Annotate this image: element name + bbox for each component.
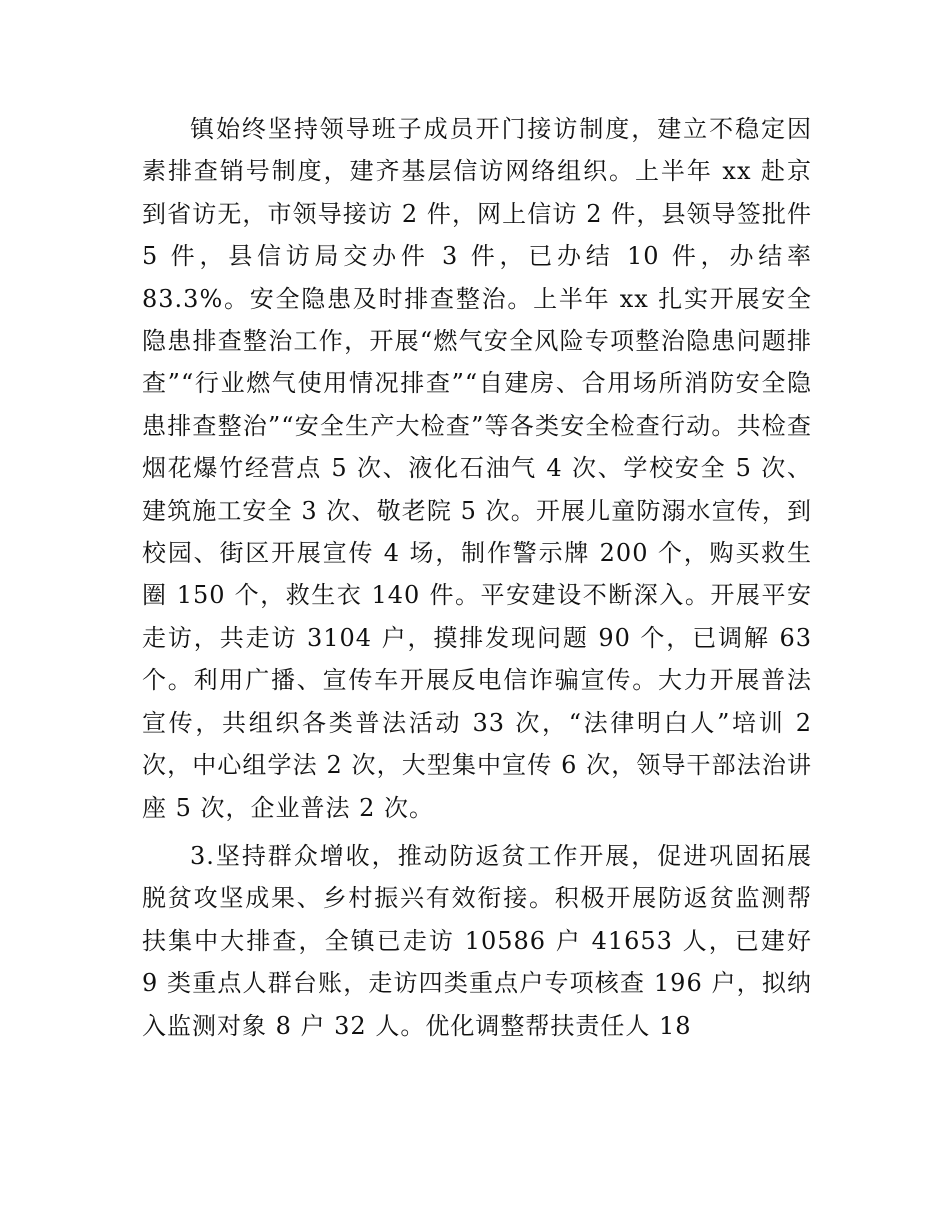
paragraph-petition-safety: 镇始终坚持领导班子成员开门接访制度，建立不稳定因素排查销号制度，建齐基层信访网络组织。上半年 xx 赴京到省访无，市领导接访 2 件，网上信访 2 件，县领导签批件 5 件，县信访局交办件 3 件，已办结 10 件，办结率 83.3%。安全隐患及时排查整治。上半年 xx 扎实开展安全隐患排查整治工作，开展“燃气安全风险专项整治隐患问题排查”“行业燃气使用情况排查”“自建房、合用场所消防安全隐患排查整治”“安全生产大检查”等各类安全检查行动。共检查烟花爆竹经营点 5 次、液化石油气 4 次、学校安全 5 次、建筑施工安全 3 次、敬老院 5 次。开展儿童防溺水宣传，到校园、街区开展宣传 4 场，制作警示牌 200 个，购买救生圈 150 个，救生衣 140 件。平安建设不断深入。开展平安走访，共走访 3104 户，摸排发现问题 90 个，已调解 63 个。利用广播、宣传车开展反电信诈骗宣传。大力开展普法宣传，共组织各类普法活动 33 次，“法律明白人”培训 2 次，中心组学法 2 次，大型集中宣传 6 次，领导干部法治讲座 5 次，企业普法 2 次。 [142, 115, 812, 822]
document-page [142, 108, 812, 1047]
paragraph-poverty-prevention: 3.坚持群众增收，推动防返贫工作开展，促进巩固拓展脱贫攻坚成果、乡村振兴有效衔接。积极开展防返贫监测帮扶集中大排查，全镇已走访 10586 户 41653 人，已建好 9 类重点人群台账，走访四类重点户专项核查 196 户，拟纳入监测对象 8 户 32 人。优化调整帮扶责任人 18 [142, 841, 812, 1040]
